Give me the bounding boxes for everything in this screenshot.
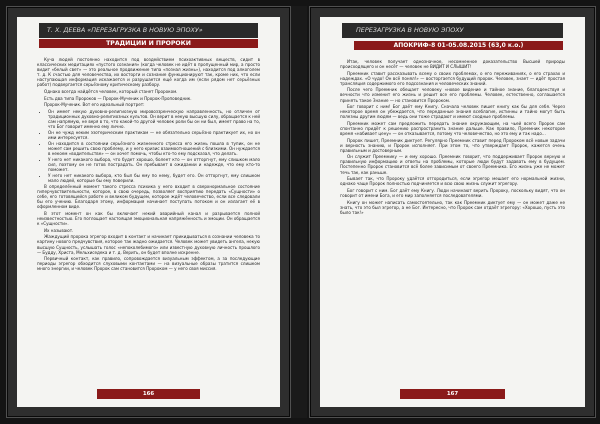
left-page — [17, 17, 280, 407]
bullet-item: • У него нет никакого выбора, кто был бы ему по нему, будет его. Он отторгнут, ему слишком мало людей, которые бы ему поверили. — [48, 173, 260, 183]
right-paragraph: Книгу он может написать самостоятельно, так как Преемник диктует ему — он может даже не знать, что это был эгрегор, а не Бог. Интересно, что Пророк сам отдаёт эгрегору: «Хорошо, пусть это было так!» — [340, 199, 565, 215]
right-paragraph: Бывает так, что Пророку удаётся отгородиться, если эгрегор мешает его нормальной жизни, однако чаще Пророк полностью подчиняется и всю свою жизнь служит эгрегору. — [340, 176, 565, 187]
left-page-frame — [6, 6, 291, 418]
left-header-text: Т. Х. ДЕЕВА «ПЕРЕЗАГРУЗКА В НОВУЮ ЭПОХУ» — [47, 26, 203, 34]
left-body-text — [37, 57, 260, 273]
right-page-frame — [309, 6, 596, 418]
left-paragraph: В определённый момент такого стресса психика у него входит в сверхнормальное состояние гиперчувствительности, которое, в свою очередь, позволяет восприятию передать «Сущности» о себе, его готовящейся работе и великом будущем, которое ждёт человечество, если все следовали бы его учению. Благодаря этому, информация начинает поступать потоком и он излагает её в оформленном виде. — [37, 184, 260, 210]
left-paragraph: Пророк-Мученик. Вот его идеальный портрет: — [44, 102, 145, 108]
right-paragraph: Он служит Преемнику — и ему хорошо. Преемник говорит, что поддерживает Пророк верную и правильную информацию и ответы на проблемы, которые люди будут задавать ему в будущем. Постепенно Пророк становится всё более зависимым от своего Преемника. Его жизнь уже не может течь так, как раньше. — [340, 154, 565, 175]
left-paragraph: В этот момент он как бы включает некий аварийный канал и разрывается полной неизвестностью. Его поглощает настоящая эмоциональная напряжённость и эмоции. Он обращается к «Сущности». — [37, 211, 260, 227]
left-page-number: 166 — [97, 389, 200, 399]
left-paragraph: Их называют. — [44, 227, 74, 233]
right-section-title: АПОКРИФ-8 01-05.08.2015 (63,0 к.о.) — [354, 41, 563, 50]
right-paragraph: Пророк пишет, Преемник диктует. Регулярно Преемник ставит перед Пророком всё новые задачи и верность знанию, и Пророк исполняет. При этом то, что утверждает Пророк, кажется очень правильным и достоверным. — [340, 137, 565, 153]
left-running-header — [39, 23, 258, 38]
bullet-item: • У него нет никакого выбора, что будет хорошо, болеет кто — он отторгнут, ему слишком мало сил, поэтому он не готов пострадать. Он пребывает в ожидании и надежде, что ему кто-то поможет. — [48, 157, 260, 172]
left-paragraph: Однако всегда найдётся человек, который станет Пророком. — [44, 88, 178, 94]
bullet-item: • Он имеет некую духовно-религиозную мировоззренческую направленность, но отличен от традиционных духовно-религиозных культов. Он верит в некую высшую силу, обращается к ней сам напрямую, не веря в то, что какой-то другой человек роли бы он ни был, имеет право на то, что Бог говорит именно ему лично. — [48, 109, 260, 129]
left-paragraph: Есть два типа Пророков — Пророк-Мученик и Пророк-Проповедник. — [44, 95, 192, 101]
right-paragraph: Бог говорит с ним. Бог даёт ему Книгу. Люди начинают верить Пророку, поскольку видят, что он говорит от имени Бога, и его мир заполняется последователями. — [340, 187, 565, 198]
left-paragraph: Жаждущий пророка эгрегор входит в контакт и начинает прикидываться в сознании человека то картину нового предчувствия, которое так жадно ожидается. Человек может увидеть ангела, некую высшую Сущность, услышать голос «непоколебимого» или известную духовную личность прошлого — Будду, Христа, Мельхиседека и т. д. Верить, он будет вполне искренне. — [37, 234, 260, 255]
right-paragraph: Итак, человек получает однозначное, несомненное доказательство Высшей природы происходящего и он несёт — человек не ВИДИТ И СЛЫШИТ! — [340, 59, 565, 70]
right-paragraph: Преемник может сам предложить передать знание окружающим, на чьей всего Пророк сам спонтанно придёт к решению распространить знание дальше. Как правило, Преемник некоторое время «набивает цену» — он отказывается, потому что человечество, но это ему и так надо... — [340, 120, 565, 136]
bullet-item: • Он не чужд неким эзотерическим практикам — не обязательно серьёзно практикует их, но он ими интересуется. — [48, 130, 260, 140]
right-paragraph: После чего Преемник обещает человеку «новое видение и тайное знание, благоденствуя и вечности что изменит его жизнь и решит все его проблемы. Человек, естественно, соглашается принять такое Знание — но становится Пророком. — [340, 87, 565, 103]
left-section-title: ТРАДИЦИИ И ПРОРОКИ — [39, 39, 258, 48]
left-paragraph: Первичный контакт, как правило, сопровождается визуальным эффектом, а за последующие периоды эгрегор обходится слуховыми контактами — на визуальные образы тратится слишком много энергии, и человек Пророк сам становится Пророком — у него своя миссия. — [37, 256, 260, 272]
book-spine — [291, 6, 307, 418]
left-bullet-list — [37, 109, 260, 183]
right-header-text: ПЕРЕЗАГРУЗКА В НОВУЮ ЭПОХУ — [356, 26, 464, 34]
right-paragraph: Бог говорит с ним! Бог даёт ему Книгу. Сначала человек пишет книгу как бы для себя. Через некоторое время он убеждается, что переданные знания всеблагие, истинны и тайно могут быть полезны другим людям — ведь они тоже страдают и имеют сходные проблемы. — [340, 104, 565, 120]
left-paragraph: Куча людей постоянно находится под воздействием психоактивных веществ, сидит в классических медитациях «пустого сознания» (когда человек не идёт в пропущенный мир, а просто видит «белый свет» — это реальное продвижение типа «познал жизнь»), находится под алкоголем т. д. К счастью для человечества, их восторги и сознание функционируют так, кроме них, что если наступающая информация искажается и разрушается ещё когда им (если рядом нет серьёзных работ) подвергается серьёзному критическому разбору. — [37, 57, 260, 88]
right-page-number: 167 — [400, 389, 505, 399]
right-running-header — [342, 23, 563, 38]
right-body-text — [340, 59, 565, 216]
right-page — [320, 17, 585, 407]
bullet-item: • Он находится в состоянии серьёзного жизненного стресса его жизнь пошла в тупик, он не может сам решить свою проблему, и у него кризис взаимоотношений с близкими. Он нуждается в некоем «водительстве» — он хочет помочь, чтобы кто-то ему подсказал, что делать. — [48, 141, 260, 156]
right-paragraph: Преемник ставит рассказывать всему о своих проблемах, о его переживаниях, о его страхах и надеждах. «О чудо! Он всё понял!» — восторгается будущий пророк. Человек, знает — идёт простая трансляция содержимого его подсознания и человеческих знаний. — [340, 70, 565, 86]
